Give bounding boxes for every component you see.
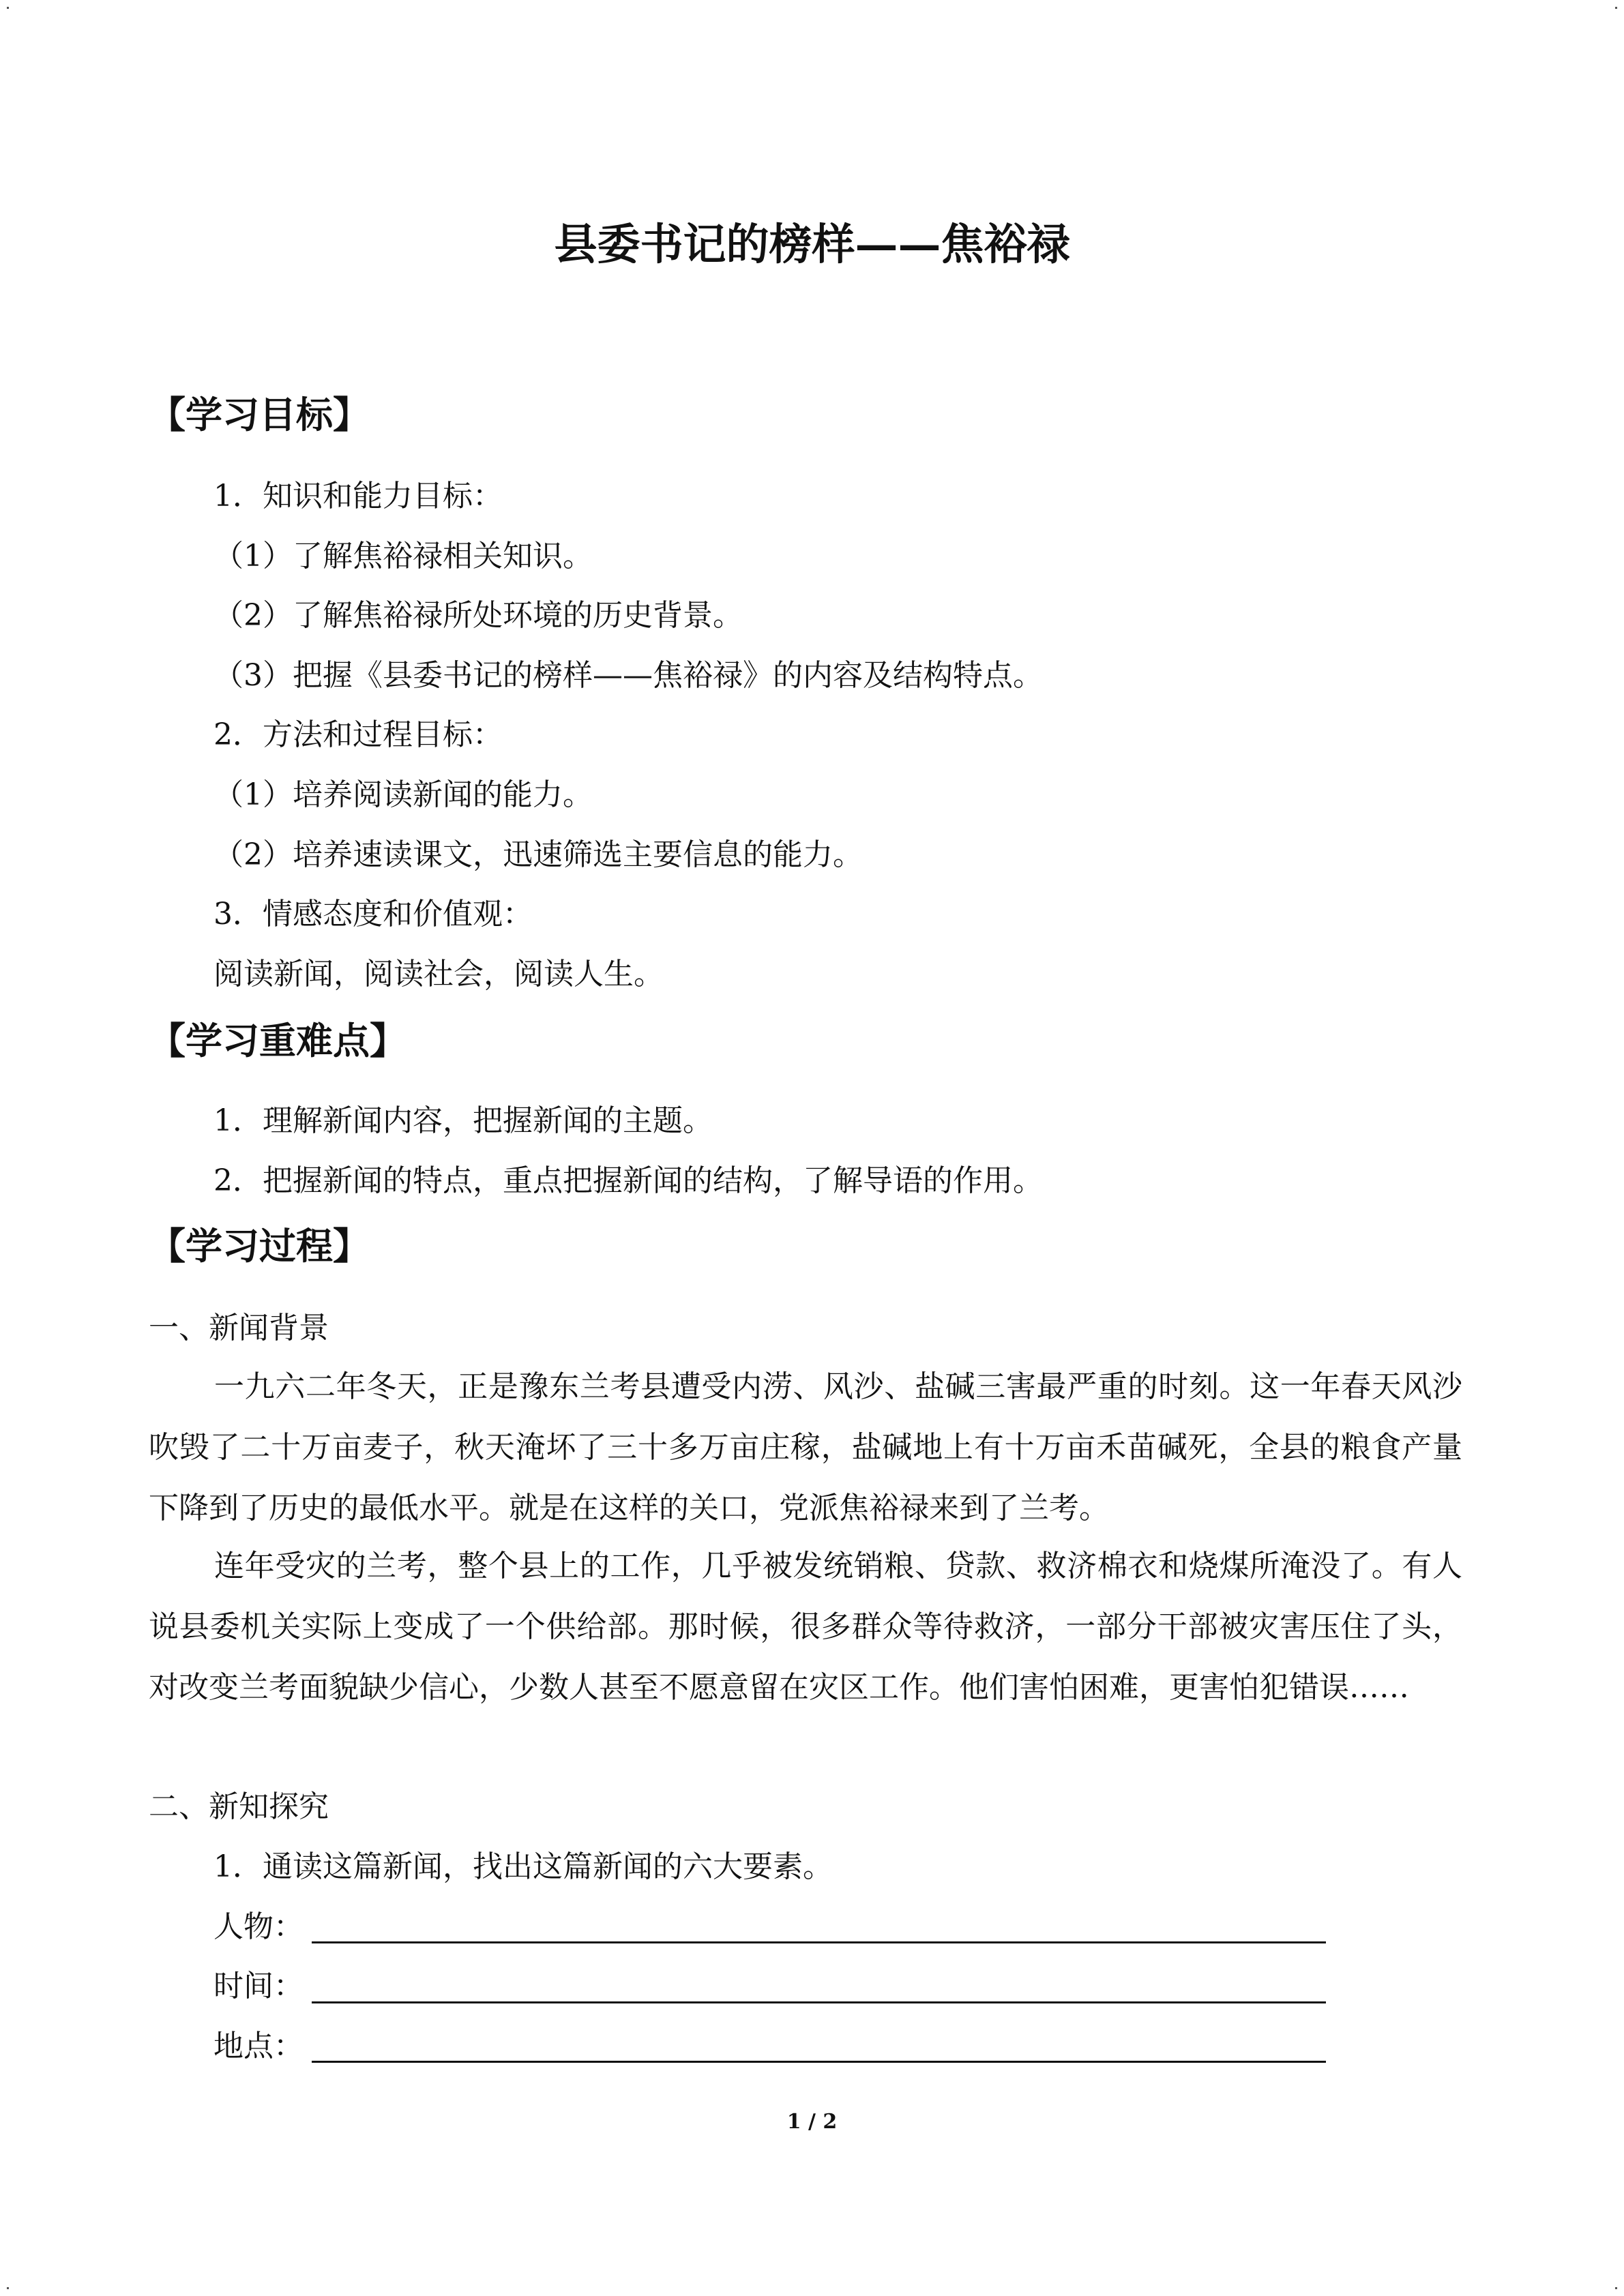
objective-line: （1）了解焦裕禄相关知识。 bbox=[213, 539, 593, 573]
crop-mark bbox=[1615, 7, 1617, 9]
page-title: 县委书记的榜样——焦裕禄 bbox=[554, 219, 1070, 269]
process-heading: 【学习过程】 bbox=[149, 1224, 370, 1268]
field-label: 时间： bbox=[213, 1969, 304, 2003]
objective-line: （1）培养阅读新闻的能力。 bbox=[213, 777, 593, 812]
key-points-heading: 【学习重难点】 bbox=[149, 1019, 407, 1062]
crop-mark bbox=[7, 2287, 9, 2289]
crop-mark bbox=[7, 7, 9, 9]
question-text: 1．通读这篇新闻，找出这篇新闻的六大要素。 bbox=[213, 1849, 833, 1884]
key-point-line: 1．理解新闻内容，把握新闻的主题。 bbox=[213, 1103, 713, 1138]
answer-blank-line bbox=[312, 2001, 1326, 2003]
objective-line: （2）培养速读课文，迅速筛选主要信息的能力。 bbox=[213, 837, 863, 872]
objective-line: 2．方法和过程目标： bbox=[213, 717, 503, 752]
objective-line: 1．知识和能力目标： bbox=[213, 479, 503, 513]
section-title: 一、新闻背景 bbox=[149, 1311, 329, 1345]
answer-blank-line bbox=[312, 1941, 1326, 1943]
section-title: 二、新知探究 bbox=[149, 1789, 329, 1824]
field-label: 人物： bbox=[213, 1909, 304, 1944]
answer-blank-line bbox=[312, 2061, 1326, 2063]
field-label: 地点： bbox=[213, 2029, 304, 2063]
objective-line: （3）把握《县委书记的榜样——焦裕禄》的内容及结构特点。 bbox=[213, 658, 1043, 693]
background-paragraph: 一九六二年冬天，正是豫东兰考县遭受内涝、风沙、盐碱三害最严重的时刻。这一年春天风沙吹毁了二十万亩麦子，秋天淹坏了三十多万亩庄稼，盐碱地上有十万亩禾苗碱死，全县的粮食产量下降到了历史的最低水平。就是在这样的关口，党派焦裕禄来到了兰考。 bbox=[149, 1369, 1462, 1525]
objectives-heading: 【学习目标】 bbox=[149, 393, 370, 436]
objective-line: 3．情感态度和价值观： bbox=[213, 897, 533, 931]
page-number: 1 / 2 bbox=[786, 2110, 838, 2134]
crop-mark bbox=[1615, 2287, 1617, 2289]
objective-line: 阅读新闻，阅读社会，阅读人生。 bbox=[213, 957, 664, 992]
key-point-line: 2．把握新闻的特点，重点把握新闻的结构，了解导语的作用。 bbox=[213, 1163, 1043, 1198]
objective-line: （2）了解焦裕禄所处环境的历史背景。 bbox=[213, 598, 743, 633]
background-paragraph: 连年受灾的兰考，整个县上的工作，几乎被发统销粮、贷款、救济棉衣和烧煤所淹没了。有人说县委机关实际上变成了一个供给部。那时候，很多群众等待救济，一部分干部被灾害压住了头，对改变兰考面貌缺少信心，少数人甚至不愿意留在灾区工作。他们害怕困难，更害怕犯错误…… bbox=[149, 1549, 1462, 1705]
